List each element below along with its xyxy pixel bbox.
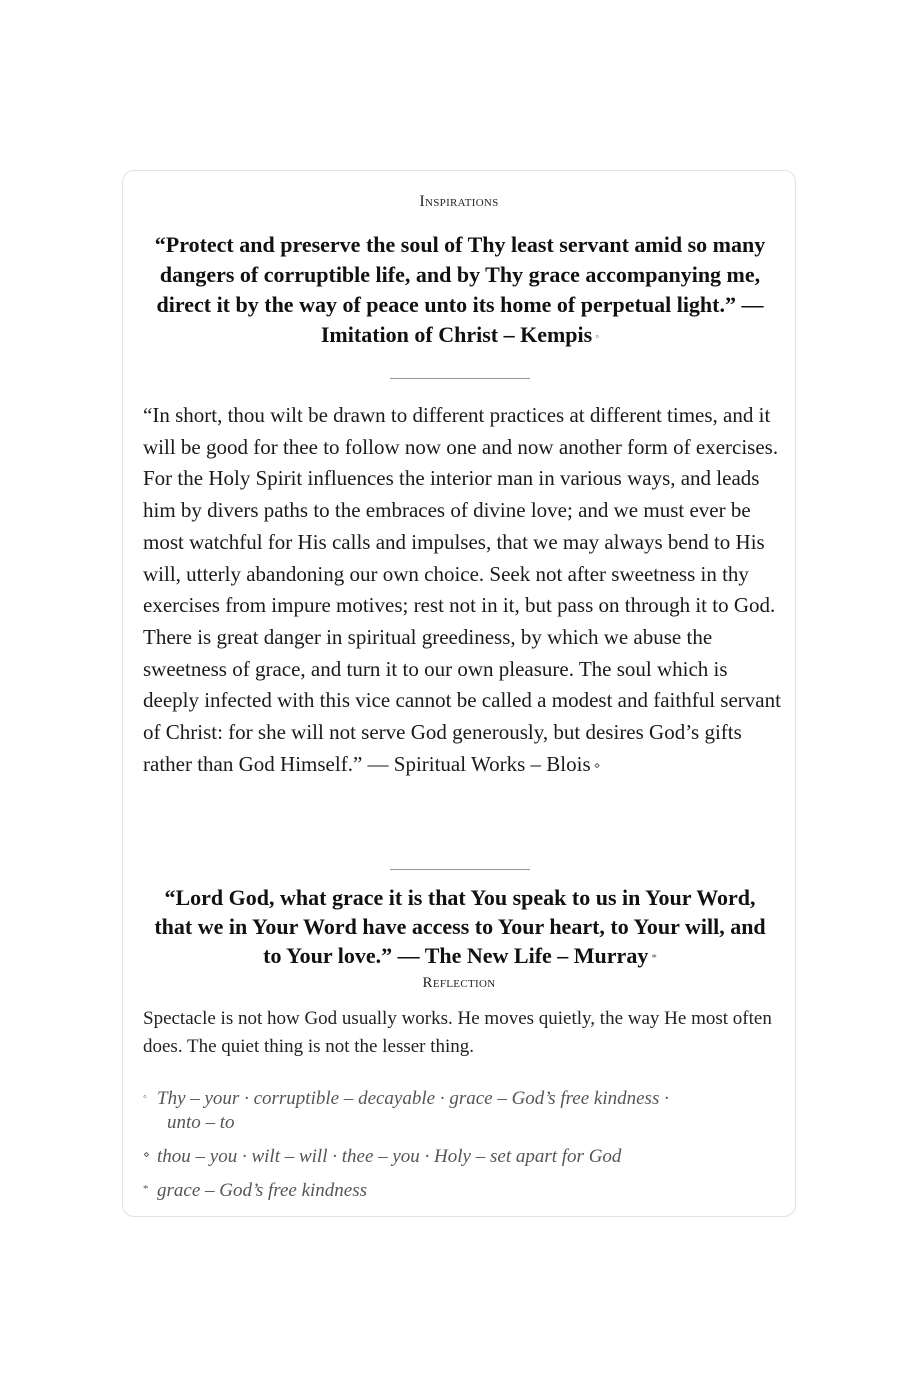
note-line-continued: unto – to — [167, 1112, 235, 1133]
note-mark: * — [143, 1183, 149, 1195]
murray-quote-text: “Lord God, what grace it is that You speak to us in Your Word, that we in Your Word have access to Your heart, to Your will, and to Your love.” — The New Life – Murray — [154, 885, 766, 968]
kempis-quote-text: “Protect and preserve the soul of Thy least servant amid so many dangers of corruptible life, and by Thy grace accompanying me, direct it by the way of peace unto its home of perpetual light.” — Imitation of Christ – Kempis — [154, 232, 766, 347]
note-mark: ⋄ — [143, 1149, 150, 1161]
note-line: grace – God’s free kindness — [157, 1180, 368, 1201]
inspirations-heading: Inspirations — [419, 193, 499, 210]
note-mark: ◦ — [143, 1091, 147, 1103]
footnote-mark-circle: ◦ — [595, 331, 600, 343]
blois-passage-text: “In short, thou wilt be drawn to different practices at different times, and it will be good for thee to follow now one and now another form of exercises. For the Holy Spirit influences the interior man in various ways, and leads him by divers paths to the embraces of divine love; and we must ever be most watchful for His calls and impulses, that we may always bend to His will, utterly abandoning our own choice. Seek not after sweetness in thy exercises from impure motives; rest not in it, but pass on through it to God. There is great danger in spiritual greediness, by which we abuse the sweetness of grace, and turn it to our own pleasure. The soul which is deeply infected with this vice cannot be called a modest and faithful servant of Christ: for she will not serve God generously, but desires God’s gifts rather than God Himself.” — Spiritual Works – Blois — [143, 403, 781, 776]
glossary-note — [143, 1179, 783, 1203]
reflection-heading: Reflection — [422, 975, 496, 991]
glossary-notes — [143, 1087, 783, 1213]
footnote-mark-diamond: ⋄ — [593, 759, 601, 772]
note-line: Thy – your · corruptible – decayable · grace – God’s free kindness · — [157, 1088, 669, 1109]
reflection-text: Spectacle is not how God usually works. He moves quietly, the way He most often does. The quiet thing is not the lesser thing. — [143, 1008, 772, 1057]
section-divider — [390, 378, 530, 379]
section-divider — [390, 869, 530, 870]
note-line: thou – you · wilt – will · thee – you · Holy – set apart for God — [157, 1146, 622, 1167]
glossary-note — [143, 1145, 783, 1169]
glossary-note — [143, 1087, 783, 1135]
footnote-mark-asterisk: * — [651, 952, 657, 964]
blois-passage — [143, 400, 783, 782]
kempis-quote — [139, 230, 781, 352]
murray-quote — [153, 883, 767, 973]
devotional-card — [122, 170, 796, 1217]
